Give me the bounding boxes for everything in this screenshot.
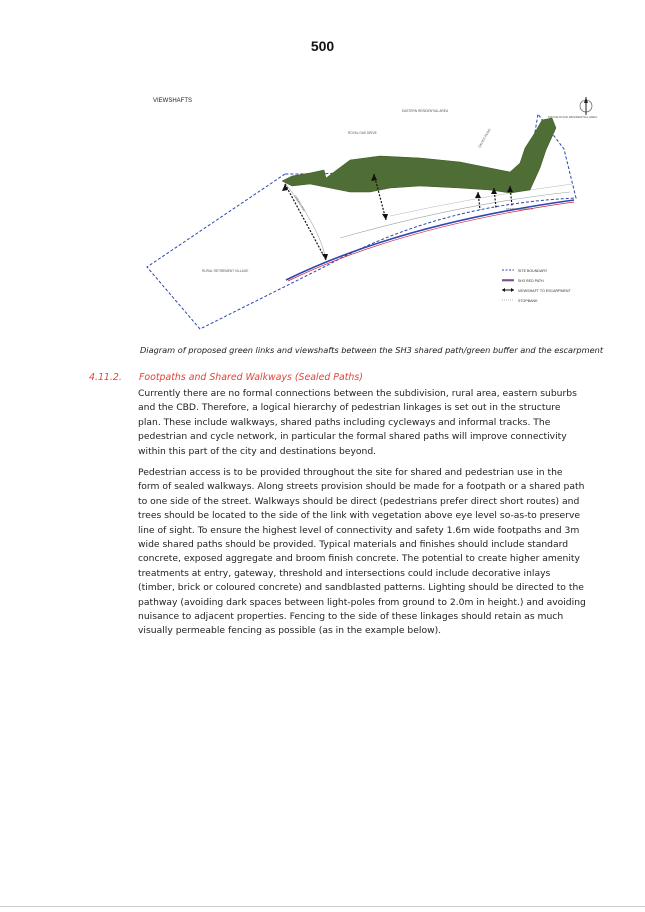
label-road: STATE HIGHWAY 3 — [506, 207, 533, 211]
label-top-area: EASTERN RESIDENTIAL AREA — [402, 109, 449, 113]
viewshafts-diagram — [140, 88, 600, 338]
label-diag-link: GREEN LINK — [293, 194, 307, 212]
legend-label: STOPBANK — [518, 299, 538, 303]
legend — [502, 269, 572, 303]
label-right-area: MAYNE ROAD RESIDENTIAL AREA — [548, 115, 598, 119]
label-retirement: RURAL RETIREMENT VILLAGE — [202, 269, 249, 273]
green-buffer — [282, 118, 556, 193]
diagram-title: VIEWSHAFTS — [153, 98, 193, 104]
section-title: Footpaths and Shared Walkways (Sealed Paths) — [139, 372, 363, 383]
paragraph: Pedestrian access is to be provided throughout the site for shared and pedestrian use in the form of sealed walkways. Along streets provision should be made for a footpath or a shared path to one side of the street. Walkways should be direct (pedestrians prefer direct short routes) and trees should be located to the side of the link with vegetation above eye level so-as-to preserve line of sight. To ensure the highest level of connectivity and safety 1.6m wide footpaths and 3m wide shared paths should be provided. Typical materials and finishes should include standard concrete, exposed aggregate and broom finish concrete. The potential to create higher amenity treatments at entry, gateway, threshold and intersections could include decorative inlays (timber, brick or coloured concrete) and sandblasted patterns. Lighting should be directed to the pathway (avoiding dark spaces between light-poles from ground to 2.0m in height.) and avoiding nuisance to adjacent properties. Fencing to the side of these linkages should retain as much visually permeable fencing as possible (as in the example below). — [138, 467, 586, 637]
site-boundary — [147, 114, 576, 329]
north-arrow-icon — [580, 97, 592, 115]
label-right-street: DAVIES ROAD — [477, 127, 492, 149]
sh3-shared-path — [286, 200, 574, 280]
footer-rule — [0, 906, 645, 907]
label-left-area: ROYAL OAK DRIVE — [348, 131, 377, 135]
figure-caption: Diagram of proposed green links and viewshafts between the SH3 shared path/green buffer and the escarpment — [140, 345, 604, 355]
legend-label: VIEWSHAFT TO ESCARPMENT — [518, 289, 571, 293]
legend-label: SH3 RED PATH — [518, 279, 544, 283]
section-heading — [89, 372, 589, 383]
paragraph: Currently there are no formal connections between the subdivision, rural area, eastern suburbs and the CBD. Therefore, a logical hierarchy of pedestrian linkages is set out in the structure plan. These include walkways, shared paths including cycleways and informal tracks. The pedestrian and cycle network, in particular the formal shared paths will improve connectivity within this part of the city and destinations beyond. — [138, 388, 577, 457]
section-number: 4.11.2. — [89, 372, 122, 383]
legend-label: SITE BOUNDARY — [518, 269, 548, 273]
page-number: 500 — [310, 38, 335, 54]
